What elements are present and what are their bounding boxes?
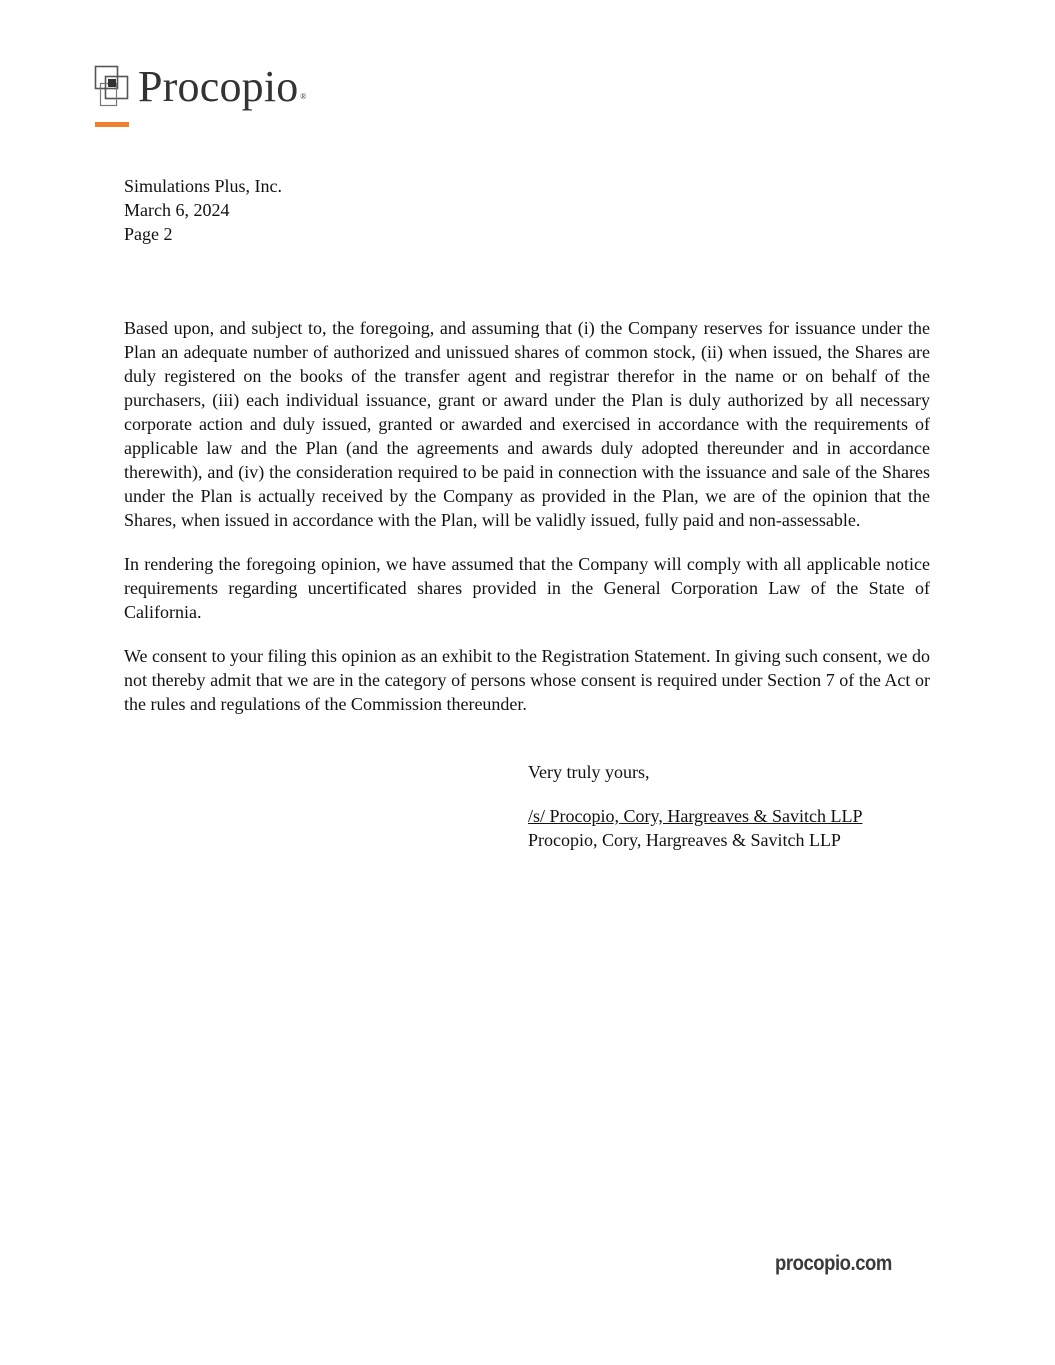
paragraph-opinion: Based upon, and subject to, the foregoing, and assuming that (i) the Company reserves for issuance under the Plan an adequate number of authorized and unissued shares of common stock, (ii) when issued, the Shares are duly registered on the books of the transfer agent and registrar therefor in the name or on behalf of the purchasers, (iii) each individual issuance, grant or award under the Plan is duly authorized by all necessary corporate action and duly issued, granted or awarded and exercised in accordance with the requirements of applicable law and the Plan (and the agreements and awards duly adopted thereunder and in accordance therewith), and (iv) the consideration required to be paid in connection with the issuance and sale of the Shares under the Plan is actually received by the Company as provided in the Plan, we are of the opinion that the Shares, when issued in accordance with the Plan, will be validly issued, fully paid and non-assessable. (124, 318, 930, 530)
logo-accent-bar (95, 122, 129, 127)
logo-wordmark (138, 62, 307, 111)
recipient-block (124, 174, 282, 246)
recipient-company: Simulations Plus, Inc. (124, 176, 283, 196)
footer-website: procopio.com (775, 1252, 892, 1275)
paragraph-consent: We consent to your filing this opinion as an exhibit to the Registration Statement. In giving such consent, we do not thereby admit that we are in the category of persons whose consent is required under Section 7 of the Act or the rules and regulations of the Commission thereunder. (124, 646, 930, 714)
procopio-logo (94, 62, 307, 112)
logo-text: Procopio (138, 62, 299, 111)
signature-line: /s/ Procopio, Cory, Hargreaves & Savitch LLP (528, 806, 863, 826)
closing-salutation: Very truly yours, (528, 762, 650, 782)
paragraph-assumption: In rendering the foregoing opinion, we have assumed that the Company will comply with all applicable notice requirements regarding uncertificated shares provided in the General Corporation Law of the State of California. (124, 554, 930, 622)
letter-body (124, 316, 930, 736)
logo-squares-icon (94, 63, 134, 111)
firm-name: Procopio, Cory, Hargreaves & Savitch LLP (528, 830, 841, 850)
page-number: Page 2 (124, 224, 173, 244)
letter-date: March 6, 2024 (124, 200, 230, 220)
registered-mark: ® (300, 92, 307, 101)
closing-block (528, 760, 862, 852)
